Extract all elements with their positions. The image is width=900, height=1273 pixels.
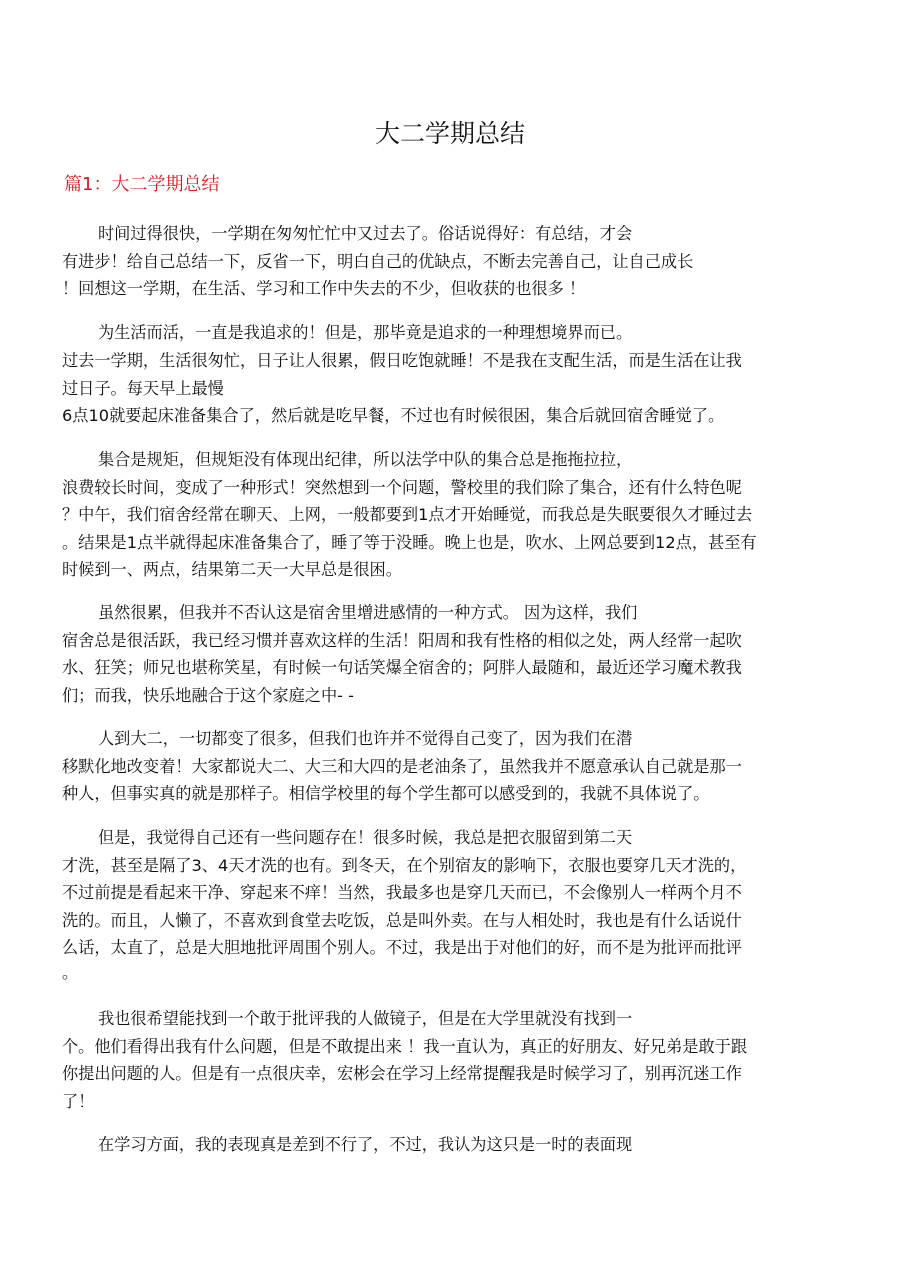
paragraph-5-line-1: 人到大二，一切都变了很多，但我们也许并不觉得自己变了，因为我们在潜: [98, 729, 633, 748]
paragraph-3-line-1: 集合是规矩，但规矩没有体现出纪律，所以法学中队的集合总是拖拖拉拉，: [98, 450, 633, 469]
paragraph-2-line-4: 6点10就要起床准备集合了，然后就是吃早餐，不过也有时候很困，集合后就回宿舍睡觉了。: [62, 406, 725, 425]
section-heading: 篇1：大二学期总结: [64, 174, 220, 195]
paragraph-5-line-2: 移默化地改变着！大家都说大二、大三和大四的是老油条了，虽然我并不愿意承认自己就是那一: [62, 757, 742, 776]
document-title: 大二学期总结: [374, 119, 525, 148]
paragraph-2-line-2: 过去一学期，生活很匆忙，日子让人很累，假日吃饱就睡！不是我在支配生活，而是生活在让我: [62, 351, 742, 370]
paragraph-1-line-1: 时间过得很快，一学期在匆匆忙忙中又过去了。俗话说得好：有总结，才会: [98, 224, 633, 243]
paragraph-7-line-1: 我也很希望能找到一个敢于批评我的人做镜子，但是在大学里就没有找到一: [98, 1009, 633, 1028]
paragraph-1-line-3: ！回想这一学期，在生活、学习和工作中失去的不少，但收获的也很多 ！: [62, 279, 586, 298]
paragraph-8-line-1: 在学习方面，我的表现真是差到不行了，不过，我认为这只是一时的表面现: [98, 1135, 633, 1154]
paragraph-4-line-3: 水、狂笑；师兄也堪称笑星，有时候一句话笑爆全宿舍的；阿胖人最随和，最近还学习魔术教我: [62, 658, 742, 677]
paragraph-3-line-5: 时候到一、两点，结果第二天一大早总是很困。: [62, 560, 402, 579]
paragraph-3-line-3: ？中午，我们宿舍经常在聊天、上网，一般都要到1点才开始睡觉，而我总是失眠要很久才睡过去: [62, 505, 753, 524]
paragraph-4-line-1: 虽然很累，但我并不否认这是宿舍里增进感情的一种方式。 因为这样，我们: [98, 603, 638, 622]
paragraph-7-line-3: 你提出问题的人。但是有一点很庆幸，宏彬会在学习上经常提醒我是时候学习了，别再沉迷工作: [62, 1064, 742, 1083]
paragraph-7-line-4: 了！: [62, 1092, 95, 1111]
paragraph-2-line-1: 为生活而活，一直是我追求的！但是，那毕竟是追求的一种理想境界而已。: [98, 323, 633, 342]
paragraph-6-line-5: 么话，太直了，总是大胆地批评周围个别人。不过，我是出于对他们的好，而不是为批评而批评: [62, 938, 742, 957]
paragraph-7-line-2: 个。他们看得出我有什么问题，但是不敢提出来 ！我一直认为，真正的好朋友、好兄弟是敢于跟: [62, 1037, 748, 1056]
paragraph-4-line-2: 宿舍总是很活跃，我已经习惯并喜欢这样的生活！阳周和我有性格的相似之处，两人经常一起吹: [62, 631, 742, 650]
paragraph-6-line-3: 不过前提是看起来干净、穿起来不痒！当然，我最多也是穿几天而已，不会像别人一样两个月不: [62, 883, 742, 902]
paragraph-1-line-2: 有进步！给自己总结一下，反省一下，明白自己的优缺点，不断去完善自己，让自己成长: [62, 252, 694, 271]
paragraph-6-line-4: 洗的。而且，人懒了，不喜欢到食堂去吃饭，总是叫外卖。在与人相处时，我也是有什么话说什: [62, 911, 742, 930]
paragraph-3-line-2: 浪费较长时间，变成了一种形式！突然想到一个问题，警校里的我们除了集合，还有什么特色呢: [62, 478, 742, 497]
paragraph-6-line-6: 。: [62, 963, 79, 982]
paragraph-4-line-4: 们；而我，快乐地融合于这个家庭之中- -: [62, 686, 355, 705]
paragraph-6-line-1: 但是，我觉得自己还有一些问题存在！很多时候，我总是把衣服留到第二天: [98, 828, 633, 847]
paragraph-3-line-4: 。结果是1点半就得起床准备集合了，睡了等于没睡。晚上也是，吹水、上网总要到12点，甚至有: [62, 533, 757, 552]
paragraph-5-line-3: 种人，但事实真的就是那样子。相信学校里的每个学生都可以感受到的，我就不具体说了。: [62, 784, 710, 803]
paragraph-2-line-3: 过日子。每天早上最慢: [62, 379, 224, 398]
paragraph-6-line-2: 才洗，甚至是隔了3、4天才洗的也有。到冬天，在个别宿友的影响下，衣服也要穿几天才洗的，: [62, 856, 747, 875]
